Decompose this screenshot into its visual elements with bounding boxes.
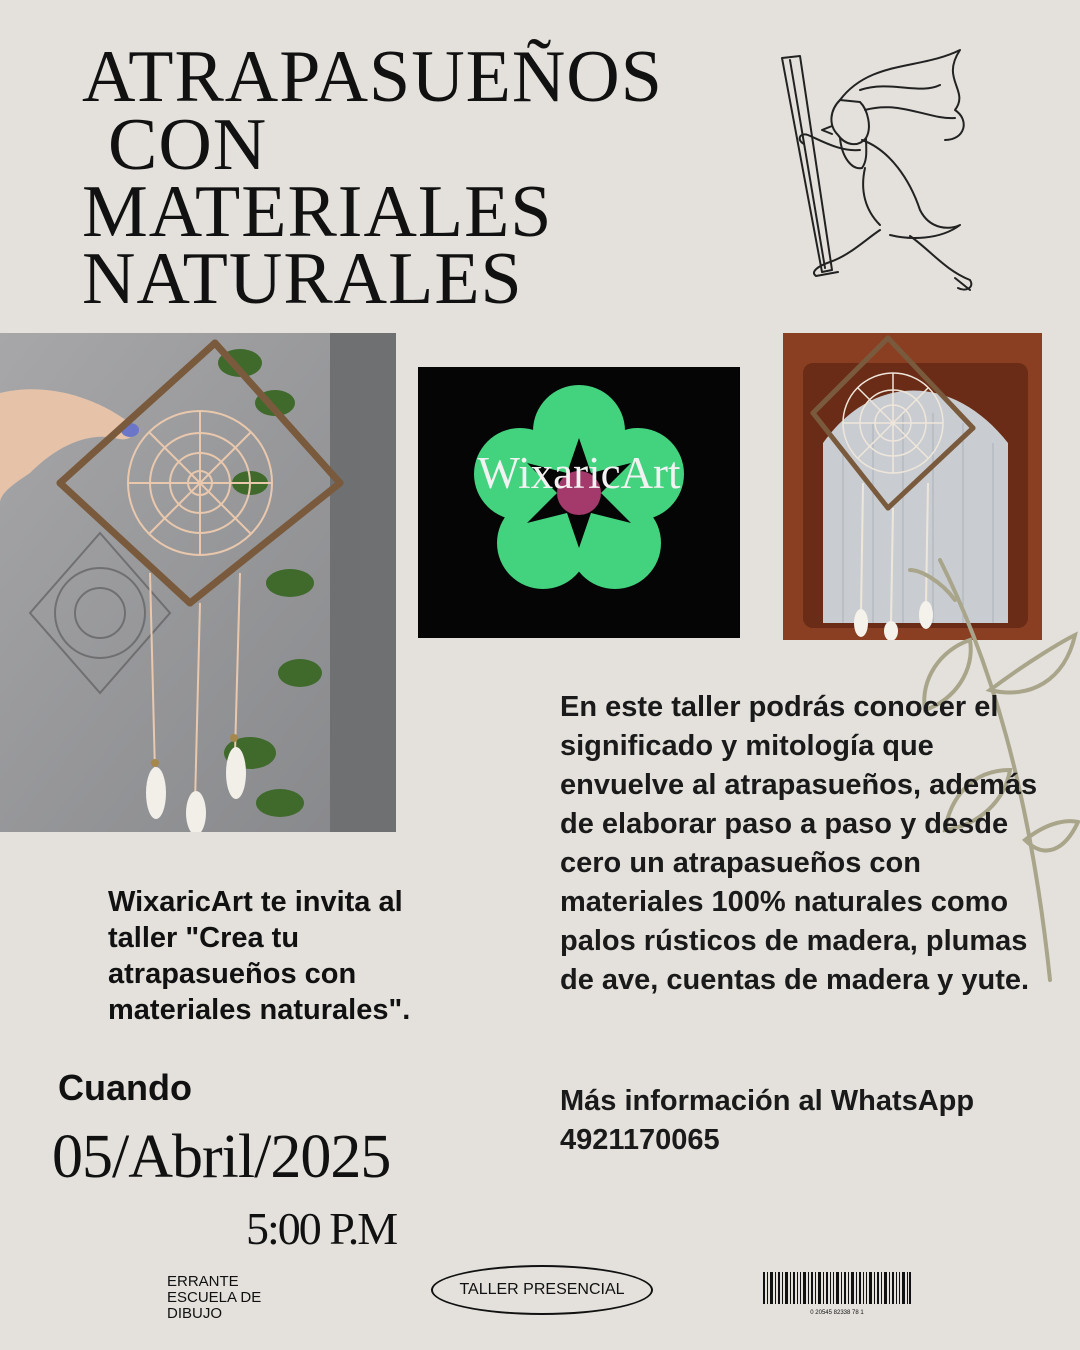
event-date: 05/Abril/2025 — [52, 1123, 391, 1191]
logo-text: WixaricArt — [477, 448, 681, 498]
whatsapp-number[interactable]: 4921170065 — [560, 1124, 720, 1156]
school-name-line-1: ERRANTE — [167, 1273, 239, 1290]
taller-presencial-badge: TALLER PRESENCIAL — [431, 1265, 653, 1315]
invite-text: WixaricArt te invita al taller "Crea tu atrapasueños con materiales naturales". — [108, 886, 411, 1026]
wanderer-illustration — [770, 40, 980, 300]
when-label: Cuando — [58, 1067, 192, 1108]
description-text: En este taller podrás conocer el significado y mitología que envuelve al atrapasueños, además de elaborar paso a paso y desde cero un atrapasueños con materiales 100% naturales como palos rústicos de madera, plumas de ave, cuentas de madera y yute. — [560, 691, 1038, 996]
title-line-2: CON — [108, 104, 268, 186]
barcode-number: 0 20545 82338 78 1 — [810, 1310, 864, 1316]
school-name — [167, 1274, 261, 1322]
whatsapp-label: Más información al WhatsApp — [560, 1085, 975, 1117]
event-time: 5:00 P.M — [246, 1203, 397, 1254]
title-line-1: ATRAPASUEÑOS — [82, 36, 663, 118]
title-line-4: NATURALES — [82, 238, 523, 320]
school-name-line-3: DIBUJO — [167, 1305, 223, 1322]
barcode-icon — [763, 1272, 911, 1314]
title-line-3: MATERIALES — [82, 171, 553, 253]
wixaricart-logo — [418, 367, 740, 638]
photo-dreamcatcher-wall — [0, 333, 396, 832]
school-name-line-2: ESCUELA DE — [167, 1289, 262, 1306]
